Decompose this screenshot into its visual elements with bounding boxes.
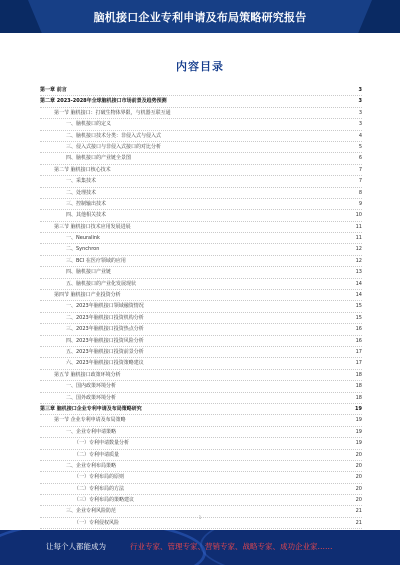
toc-entry-page: 14 [355, 292, 362, 299]
toc-entry[interactable] [40, 415, 362, 426]
toc-entry-page: 5 [358, 143, 362, 150]
toc-entry-page: 3 [358, 109, 362, 116]
toc-entry-title: 二、Synchron [66, 246, 100, 253]
toc-entry[interactable] [40, 324, 362, 335]
toc-entry-title: 二、企业专利布局策略 [66, 462, 117, 469]
toc-entry-page: 3 [358, 87, 362, 93]
toc-entry-page: 12 [355, 246, 362, 253]
toc-entry[interactable] [40, 210, 362, 221]
toc-entry-page: 10 [355, 212, 362, 219]
toc-entry-title: 一、国内政策环境分析 [66, 383, 117, 390]
toc-entry-title: 四、脑机接口的产业链全景图 [66, 155, 132, 162]
toc-entry-page: 11 [355, 235, 362, 242]
toc-entry-title: 一、2023年脑机接口领域融资情况 [66, 303, 144, 310]
toc-entry[interactable] [40, 131, 362, 142]
toc-entry-title: （三）专利布局的策略建议 [74, 497, 135, 504]
toc-heading: 内容目录 [176, 60, 224, 73]
toc-entry-title: （一）专利申请数量分析 [74, 440, 130, 447]
toc-entry-page: 21 [355, 519, 362, 526]
toc-entry[interactable] [40, 404, 362, 415]
toc-entry-title: 第四节 脑机接口产业投资分析 [54, 292, 121, 299]
toc-entry-title: 第一节 企业专利申请及布局策略 [54, 417, 126, 424]
toc-entry-title: 一、Neuralink [66, 235, 100, 242]
toc-entry-page: 7 [358, 178, 362, 185]
toc-entry-page: 3 [358, 121, 362, 128]
toc-entry-page: 11 [355, 223, 362, 230]
toc-entry-page: 12 [355, 257, 362, 264]
toc-entry[interactable] [40, 336, 362, 347]
toc-entry[interactable] [40, 370, 362, 381]
toc-entry[interactable] [40, 393, 362, 404]
toc-entry-title: 二、国外政策环境分析 [66, 394, 117, 401]
toc-entry[interactable] [40, 279, 362, 290]
toc-entry-page: 19 [355, 417, 362, 424]
toc-entry[interactable] [40, 199, 362, 210]
toc-entry-page: 20 [355, 474, 362, 481]
toc-entry-page: 7 [358, 166, 362, 173]
toc-entry-title: （一）专利布局的原则 [74, 474, 125, 481]
toc-entry[interactable] [40, 108, 362, 119]
toc-entry-title: 二、处理技术 [66, 189, 97, 196]
footer-slogan-right: 行业专家、管理专家、营销专家、战略专家、成功企业家…… [130, 542, 333, 551]
toc-entry-title: 三、控制输出技术 [66, 200, 107, 207]
toc-entry[interactable] [40, 472, 362, 483]
toc-entry[interactable] [40, 301, 362, 312]
toc-entry-page: 19 [355, 405, 362, 412]
toc-entry-page: 3 [358, 98, 362, 105]
toc-entry-page: 20 [355, 462, 362, 469]
toc-entry-page: 18 [355, 371, 362, 378]
toc-entry[interactable] [40, 119, 362, 130]
toc-entry-title: （二）专利布局的方法 [74, 485, 125, 492]
toc-entry-page: 18 [355, 383, 362, 390]
toc-entry-title: 第五节 脑机接口政策环境分析 [54, 371, 121, 378]
toc-entry[interactable] [40, 153, 362, 164]
toc-entry-page: 17 [355, 348, 362, 355]
toc-entry-title: 三、侵入式接口与非侵入式接口的对比分析 [66, 143, 162, 150]
toc-entry[interactable] [40, 461, 362, 472]
toc-entry[interactable] [40, 438, 362, 449]
toc-entry-title: 四、2023年脑机接口投资风险分析 [66, 337, 144, 344]
toc-entry[interactable] [40, 495, 362, 506]
toc-entry-title: 第一章 前言 [40, 87, 67, 93]
footer-slogan-left: 让每个人都能成为 [46, 542, 106, 551]
toc-entry-title: 六、2023年脑机接口投资策略建议 [66, 360, 144, 367]
toc-entry-title: 二、脑机接口技术分类：非侵入式与侵入式 [66, 132, 162, 139]
toc-entry[interactable] [40, 233, 362, 244]
toc-entry-page: 17 [355, 360, 362, 367]
toc-entry-title: 三、企业专利风险防范 [66, 508, 117, 515]
toc-entry-title: 一、采集技术 [66, 178, 97, 185]
toc-entry[interactable] [40, 484, 362, 495]
toc-entry[interactable] [40, 222, 362, 233]
toc-entry[interactable] [40, 96, 362, 107]
toc-entry-page: 13 [355, 269, 362, 276]
footer-bar [0, 530, 400, 565]
toc-entry[interactable] [40, 165, 362, 176]
toc-entry[interactable] [40, 290, 362, 301]
toc-entry-title: 第三节 脑机接口技术应用发展进展 [54, 223, 131, 230]
toc-entry[interactable] [40, 142, 362, 153]
toc-entry-page: 20 [355, 485, 362, 492]
toc-entry-title: 一、企业专利申请策略 [66, 428, 117, 435]
toc-entry-page: 14 [355, 280, 362, 287]
toc-entry-page: 15 [355, 303, 362, 310]
toc-entry[interactable] [40, 358, 362, 369]
toc-entry-page: 19 [355, 428, 362, 435]
page-number: 1 [198, 515, 202, 520]
toc-entry-title: 四、脑机接口产业链 [66, 269, 112, 276]
toc-entry[interactable] [40, 381, 362, 392]
toc-entry-title: 第三章 脑机接口企业专利申请及布局策略研究 [40, 405, 142, 412]
toc-entry-title: （一）专利侵权风险 [74, 519, 120, 526]
toc-entry-title: 四、其他相关技术 [66, 212, 107, 219]
toc-entry-title: 第二章 2023-2028年全球脑机接口市场前景及趋势预测 [40, 98, 167, 105]
toc-entry[interactable] [40, 176, 362, 187]
toc-entry-title: 第一节 脑机接口：打破生物体界限，与机器互联互通 [54, 109, 171, 116]
toc-entry[interactable] [40, 188, 362, 199]
toc-entry-page: 4 [358, 132, 362, 139]
toc-entry-page: 15 [355, 314, 362, 321]
toc-entry[interactable] [40, 244, 362, 255]
toc-entry-title: 二、2023年脑机接口投资机构分析 [66, 314, 144, 321]
table-of-contents [40, 85, 362, 541]
toc-entry-title: （二）专利申请质量 [74, 451, 120, 458]
toc-entry[interactable] [40, 427, 362, 438]
header-bar [0, 0, 400, 33]
toc-entry[interactable] [40, 85, 362, 96]
toc-entry-title: 五、脑机接口的产业化发展现状 [66, 280, 137, 287]
toc-entry-title: 一、脑机接口的定义 [66, 121, 112, 128]
toc-entry-title: 三、BCI 在医疗领域的应用 [66, 257, 126, 264]
toc-entry-title: 五、2023年脑机接口投资前景分析 [66, 348, 144, 355]
toc-entry-page: 21 [355, 508, 362, 515]
toc-entry-page: 16 [355, 337, 362, 344]
toc-entry-page: 6 [358, 155, 362, 162]
toc-entry-page: 19 [355, 440, 362, 447]
toc-entry-page: 8 [358, 189, 362, 196]
toc-entry-page: 16 [355, 326, 362, 333]
toc-entry-page: 20 [355, 451, 362, 458]
toc-entry[interactable] [40, 347, 362, 358]
toc-entry-page: 18 [355, 394, 362, 401]
toc-entry[interactable] [40, 313, 362, 324]
toc-entry[interactable] [40, 256, 362, 267]
toc-entry[interactable] [40, 267, 362, 278]
toc-entry-title: 三、2023年脑机接口投资热点分析 [66, 326, 144, 333]
toc-entry[interactable] [40, 450, 362, 461]
report-title: 脑机接口企业专利申请及布局策略研究报告 [93, 11, 307, 24]
toc-entry-title: 第二节 脑机接口核心技术 [54, 166, 111, 173]
toc-entry-page: 9 [358, 200, 362, 207]
toc-entry-page: 20 [355, 497, 362, 504]
